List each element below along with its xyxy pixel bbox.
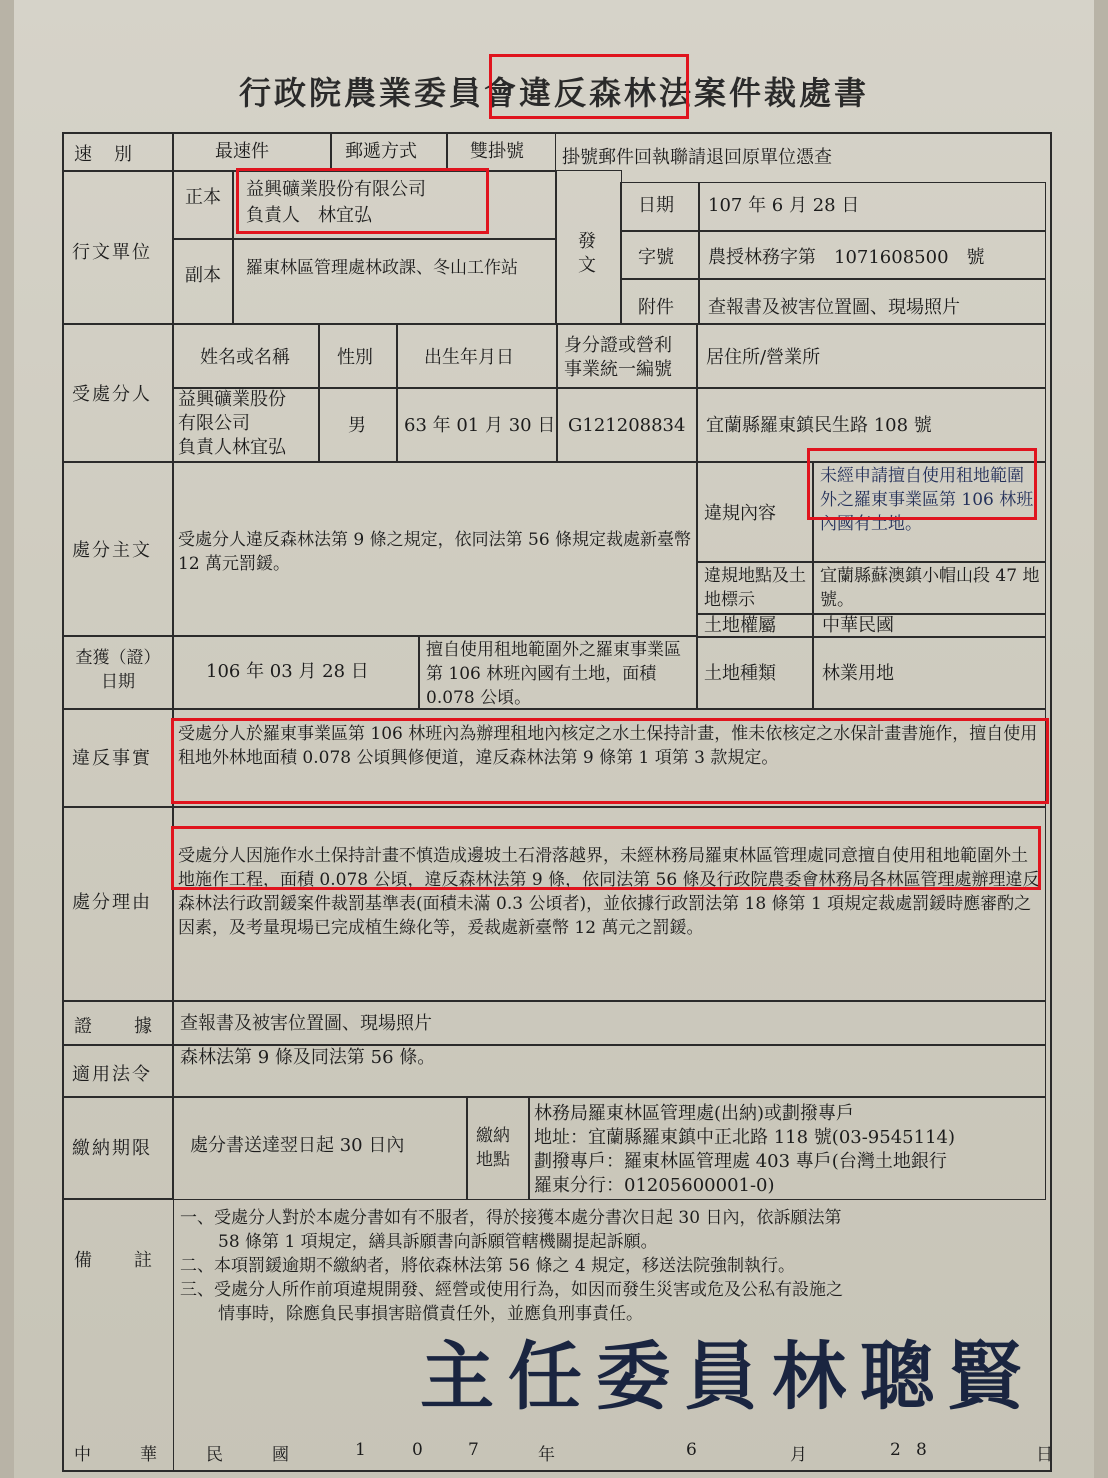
- main-text: 受處分人違反森林法第 9 條之規定，依同法第 56 條規定裁處新臺幣 12 萬元罰鍰。: [178, 530, 692, 574]
- date-char: 華: [140, 1445, 157, 1465]
- delivery-speed: 最速件: [215, 141, 269, 162]
- payment-place-2: 地址：宜蘭縣羅東鎮中正北路 118 號(03-9545114): [534, 1127, 955, 1148]
- remark-2: 二、本項罰鍰逾期不繳納者，將依森林法第 56 條之 4 規定，移送法院強制執行。: [180, 1256, 796, 1276]
- rights-value: 中華民國: [822, 615, 894, 636]
- mail-label: 郵遞方式: [345, 141, 417, 162]
- kind-label: 土地種類: [704, 663, 776, 684]
- attach-label: 附件: [638, 297, 674, 318]
- document-title: 行政院農業委員會違反森林法案件裁處書: [238, 74, 869, 112]
- main-label: 處分主文: [72, 540, 152, 561]
- remark-1b: 58 條第 1 項規定，繕具訴願書向訴願管轄機關提起訴願。: [218, 1232, 658, 1252]
- date-char: 0: [412, 1440, 423, 1460]
- law-label: 適用法令: [72, 1064, 152, 1085]
- law-value: 森林法第 9 條及同法第 56 條。: [180, 1047, 436, 1068]
- facts-text: 受處分人於羅東事業區第 106 林班內為辦理租地內核定之水土保持計畫，惟未依核定之水保計畫書施作，擅自使用租地外林地面積 0.078 公頃興修便道，違反森林法第 9 條第 1 項第 3 款規定。: [178, 724, 1038, 768]
- rights-label: 土地權屬: [704, 615, 776, 636]
- remark-3a: 三、受處分人所作前項違規開發、經營或使用行為，如因而發生災害或危及公私有設施之: [180, 1280, 843, 1300]
- highlight-original-box: [236, 168, 489, 234]
- person-addr: 宜蘭縣羅東鎮民生路 108 號: [706, 415, 932, 436]
- facts-label: 違反事實: [72, 748, 152, 769]
- payment-place-3: 劃撥專戶：羅東林區管理處 403 專戶(台灣土地銀行: [534, 1151, 947, 1172]
- date-char: 日: [1036, 1445, 1053, 1465]
- violation-label: 違規內容: [704, 503, 776, 524]
- date-char: 月: [790, 1445, 807, 1465]
- person-id: G121208834: [568, 415, 686, 436]
- reason-text: 受處分人因施作水土保持計畫不慎造成邊坡土石滑落越界，未經林務局羅東林區管理處同意擅自使用租地範圍外土地施作工程，面積 0.078 公頃，違反森林法第 9 條，依同法第 56 條及行政院農委會林務局各林區管理處辦理違反森林法行政罰鍰案件裁罰基準表(面積未滿 0.3 公頃者)，並依據行政罰法第 18 條第 1 項規定裁處罰鍰時應審酌之因素，及考量現場已完成植生綠化等，爰裁處新臺幣 12 萬元之罰鍰。: [178, 846, 1040, 938]
- person-name-2: 有限公司: [178, 413, 250, 434]
- found-label: 查獲（證）日期: [75, 648, 161, 692]
- send-label: 發文: [578, 231, 596, 276]
- date-label: 日期: [638, 195, 674, 216]
- person-name-1: 益興礦業股份: [178, 389, 286, 410]
- remark-1a: 一、受處分人對於本處分書如有不服者，得於接獲本處分書次日起 30 日內，依訴願法第: [180, 1208, 842, 1228]
- issuing-label: 行文單位: [72, 242, 152, 263]
- signature: 主任委員林聰賢: [420, 1334, 1036, 1420]
- date-char: 年: [538, 1445, 555, 1465]
- attach-value: 查報書及被害位置圖、現場照片: [708, 297, 960, 318]
- h-id-1: 身分證或營利: [564, 335, 672, 356]
- number-label: 字號: [638, 247, 674, 268]
- person-birth: 63 年 01 月 30 日: [404, 415, 556, 436]
- reason-label: 處分理由: [72, 892, 152, 913]
- h-name: 姓名或名稱: [200, 347, 290, 368]
- remarks-label-cell: [62, 1198, 174, 1472]
- highlight-violation-box: [807, 448, 1037, 520]
- payment-value: 處分書送達翌日起 30 日內: [190, 1135, 405, 1156]
- person-name-3: 負責人林宜弘: [178, 437, 286, 458]
- date-value: 107 年 6 月 28 日: [708, 195, 860, 216]
- mail-note: 掛號郵件回執聯請退回原單位憑查: [562, 147, 832, 168]
- h-addr: 居住所/營業所: [706, 347, 821, 368]
- payment-place-1: 林務局羅東林區管理處(出納)或劃撥專戶: [534, 1103, 855, 1124]
- h-sex: 性別: [337, 347, 373, 368]
- number-value: 農授林務字第 1071608500 號: [708, 247, 985, 268]
- copy-label: 副本: [185, 265, 221, 286]
- delivery-label: 速 別: [74, 144, 134, 165]
- h-id-2: 事業統一編號: [564, 359, 672, 380]
- kind-value: 林業用地: [822, 663, 894, 684]
- date-char: 8: [916, 1440, 927, 1460]
- copy-value: 羅東林區管理處林政課、冬山工作站: [246, 258, 518, 278]
- payment-place-label: 繳納地點: [476, 1126, 510, 1170]
- date-char: 國: [272, 1445, 289, 1465]
- violation-text: 未經申請擅自使用租地範圍外之羅東事業區第 106 林班內國有土地。: [820, 466, 1034, 534]
- original-value-2: 負責人 林宜弘: [246, 205, 372, 226]
- payment-place-4: 羅東分行：01205600001-0): [534, 1175, 775, 1196]
- h-birth: 出生年月日: [424, 347, 514, 368]
- highlight-facts-box: [171, 718, 1049, 804]
- date-char: 1: [355, 1440, 366, 1460]
- payment-label: 繳納期限: [72, 1138, 152, 1159]
- highlight-title-box: [489, 54, 689, 119]
- highlight-reason-box: [171, 826, 1041, 890]
- original-value-1: 益興礦業股份有限公司: [246, 179, 426, 200]
- person-sex: 男: [348, 415, 366, 436]
- date-char: 民: [206, 1445, 223, 1465]
- copy-value-cell: [232, 238, 556, 325]
- found-desc: 擅自使用租地範圍外之羅東事業區第 106 林班內國有土地，面積 0.078 公頃。: [426, 640, 681, 708]
- evidence-label: 證 據: [74, 1016, 154, 1037]
- date-char: 中: [74, 1445, 91, 1465]
- place-label: 違規地點及土地標示: [704, 566, 806, 610]
- evidence-value: 查報書及被害位置圖、現場照片: [180, 1013, 432, 1034]
- date-char: 2: [890, 1440, 901, 1460]
- person-label: 受處分人: [72, 384, 152, 405]
- date-char: 7: [468, 1440, 479, 1460]
- found-date: 106 年 03 月 28 日: [206, 661, 369, 682]
- remark-3b: 情事時，除應負民事損害賠償責任外，並應負刑事責任。: [218, 1304, 643, 1324]
- original-label: 正本: [185, 187, 221, 208]
- mail-value: 雙掛號: [470, 141, 524, 162]
- date-char: 6: [686, 1440, 697, 1460]
- place-text: 宜蘭縣蘇澳鎮小帽山段 47 地號。: [820, 566, 1040, 610]
- remarks-label: 備 註: [74, 1250, 154, 1271]
